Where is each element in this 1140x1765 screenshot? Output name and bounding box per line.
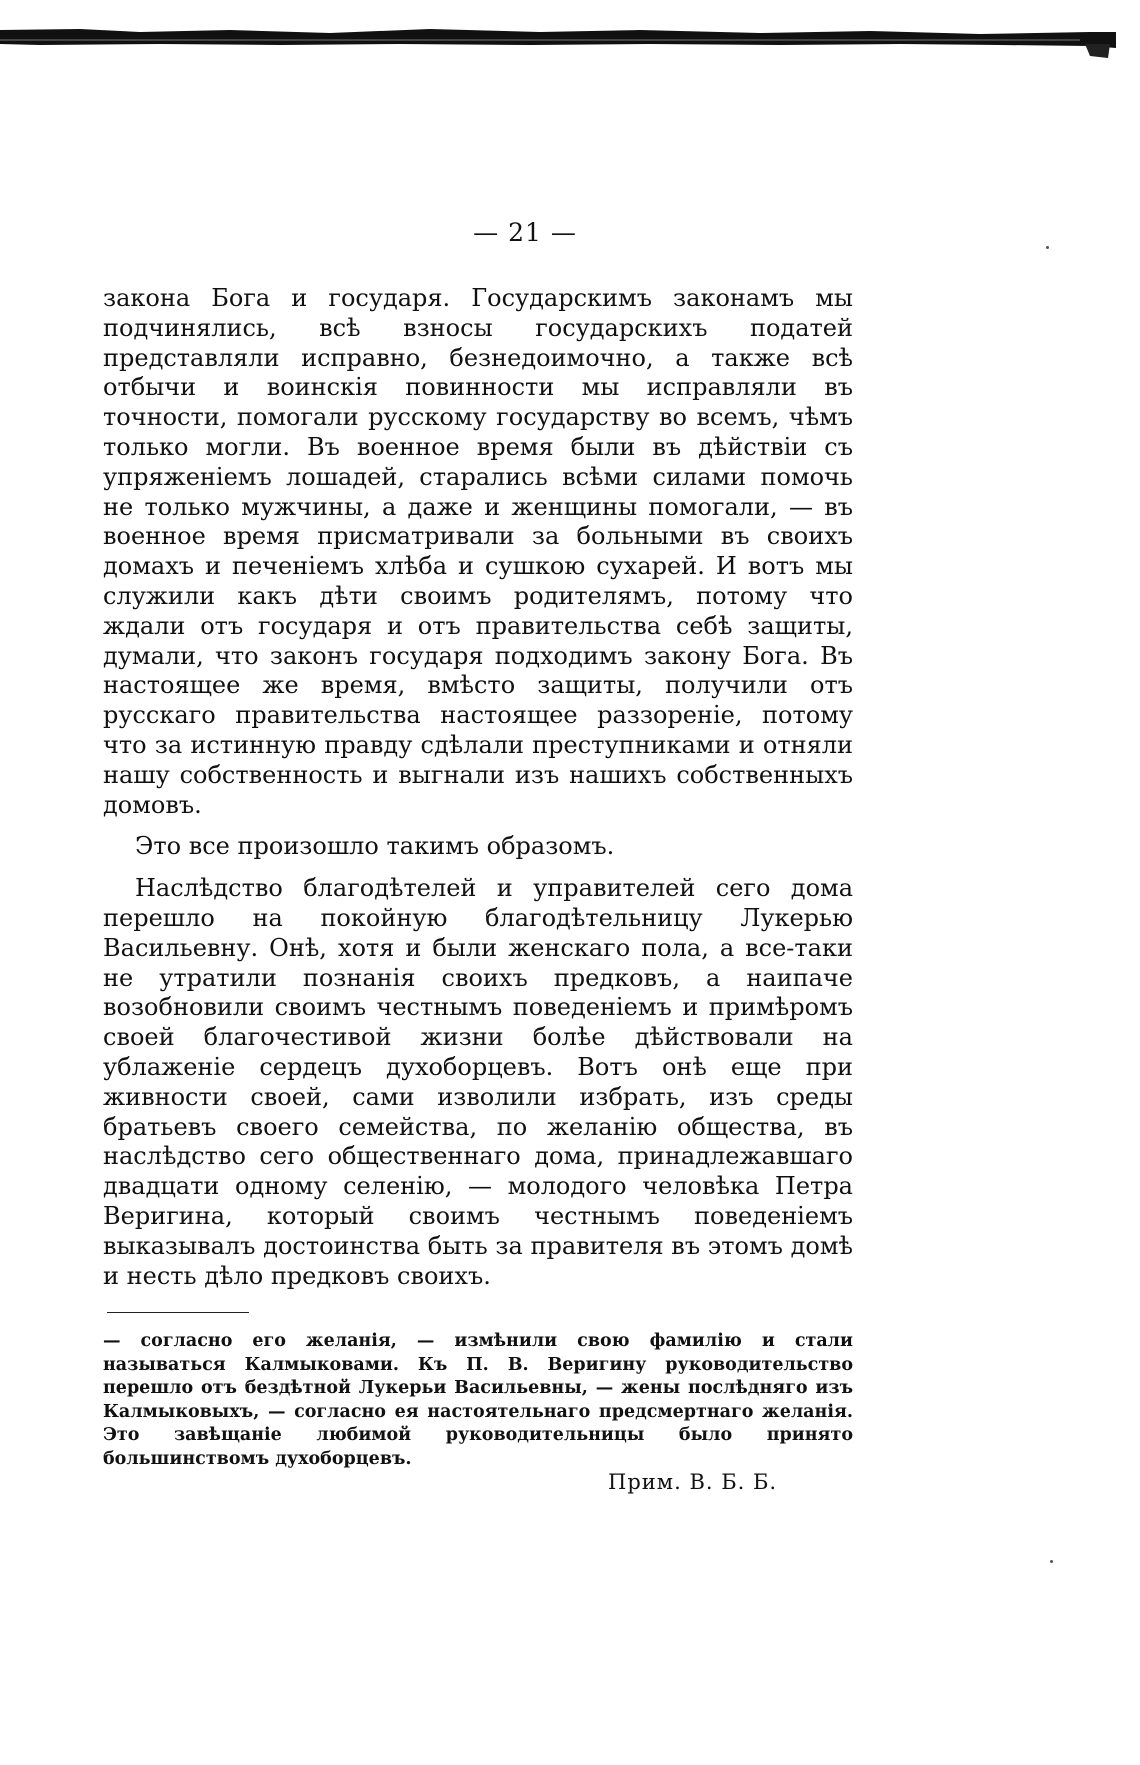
body-paragraph: Это все произошло такимъ образомъ. bbox=[135, 832, 615, 861]
scan-speck bbox=[1050, 1560, 1053, 1563]
scan-speck bbox=[1046, 246, 1049, 249]
footnote: — согласно его желанія, — измѣнили свою фамилію и стали называться Калмыковами. Къ П. В. Веригину руководительство перешло отъ бездѣтной Лукерьи Васильевны, — жены послѣдняго изъ Калмыковыхъ, — согласно ея настоятельнаго предсмертнаго желанія. Это завѣщаніе любимой руководительницы было принято большинствомъ духоборцевъ. bbox=[103, 1331, 853, 1469]
scanned-page-edge bbox=[0, 18, 1116, 58]
page-number: — 21 — bbox=[473, 218, 577, 247]
body-paragraph: закона Бога и государя. Государскимъ законамъ мы подчинялись, всѣ взносы государскихъ податей представляли исправно, безнедоимочно, а также всѣ отбычи и воинскія повинности мы исправляли въ точности, помогали русскому государству во всемъ, чѣмъ только могли. Въ военное время были въ дѣйствіи съ упряженіемъ лошадей, старались всѣми силами помочь не только мужчины, а даже и женщины помогали, — въ военное время присматривали за больными въ своихъ домахъ и печеніемъ хлѣба и сушкою сухарей. И вотъ мы служили какъ дѣти своимъ родителямъ, потому что ждали отъ государя и отъ правительства себѣ защиты, думали, что законъ государя подходимъ закону Бога. Въ настоящее же время, вмѣсто защиты, получили отъ русскаго правительства настоящее раззореніе, потому что за истинную правду сдѣлали преступниками и отняли нашу собственность и выгнали изъ нашихъ собственныхъ домовъ. bbox=[103, 284, 853, 819]
footnote-separator bbox=[107, 1312, 249, 1313]
main-text bbox=[103, 284, 853, 1291]
footnote-signature: Прим. В. Б. Б. bbox=[608, 1470, 778, 1494]
body-paragraph: Наслѣдство благодѣтелей и управителей сего дома перешло на покойную благодѣтельницу Лукерью Васильевну. Онѣ, хотя и были женскаго пола, а все-таки не утратили познанія своихъ предковъ, а наипаче возобновили своимъ честнымъ поведеніемъ и примѣромъ своей благочестивой жизни болѣе дѣйствовали на ублаженіе сердецъ духоборцевъ. Вотъ онѣ еще при живности своей, сами изволили избрать, изъ среды братьевъ своего семейства, по желанію общества, въ наслѣдство сего общественнаго дома, принадлежавшаго двадцати одному селенію, — молодого человѣка Петра Веригина, который своимъ честнымъ поведеніемъ выказывалъ достоинства быть за правителя въ этомъ домѣ и несть дѣло предковъ своихъ. bbox=[103, 874, 853, 1290]
